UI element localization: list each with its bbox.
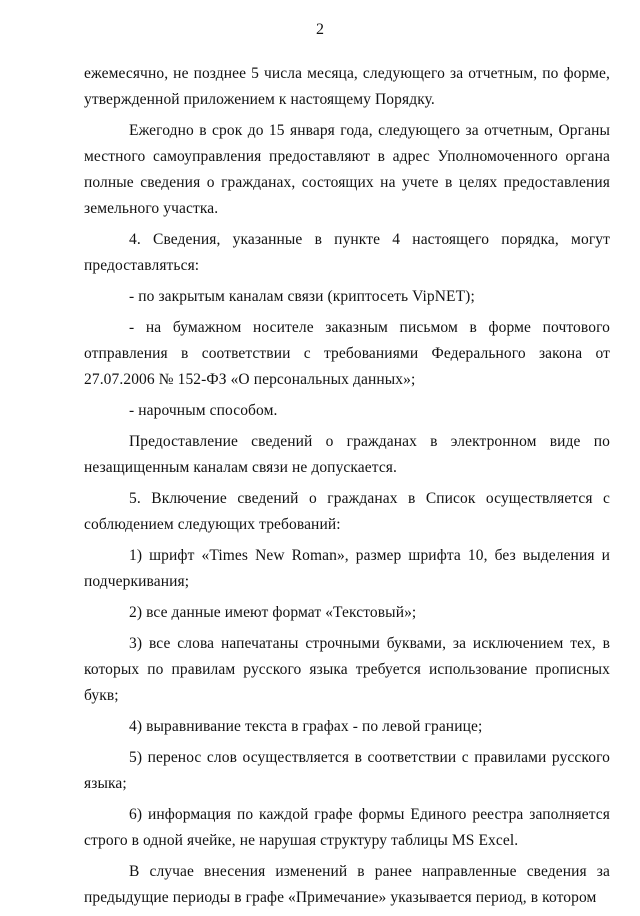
page-number: 2 [316,21,324,38]
requirement-single-cell: 6) информация по каждой графе формы Единого реестра заполняется строго в одной ячейке, не нарушая структуру таблицы MS Excel. [84,806,610,849]
document-body [84,61,610,916]
requirement-font: 1) шрифт «Times New Roman», размер шрифта 10, без выделения и подчеркивания; [84,547,610,590]
paragraph-item-4: 4. Сведения, указанные в пункте 4 настоящего порядка, могут предоставляться: [84,231,610,274]
paragraph-changes: В случае внесения изменений в ранее направленные сведения за предыдущие периоды в графе «Примечание» указывается период, в котором [84,863,610,906]
requirement-format: 2) все данные имеют формат «Текстовый»; [129,604,417,621]
paragraph-continuation: ежемесячно, не позднее 5 числа месяца, следующего за отчетным, по форме, утвержденной приложением к настоящему Порядку. [84,65,610,108]
paragraph-item-5: 5. Включение сведений о гражданах в Список осуществляется с соблюдением следующих требований: [84,490,610,533]
list-item-closed-channels: - по закрытым каналам связи (криптосеть VipNET); [129,288,475,305]
list-item-paper-mail: - на бумажном носителе заказным письмом в форме почтового отправления в соответствии с требованиями Федерального закона от 27.07.2006 № 152-ФЗ «О персональных данных»; [84,319,610,388]
list-item-courier: - нарочным способом. [129,402,278,419]
requirement-hyphenation: 5) перенос слов осуществляется в соответствии с правилами русского языка; [84,749,610,792]
paragraph-unsecured-channels: Предоставление сведений о гражданах в электронном виде по незащищенным каналам связи не допускается. [84,433,610,476]
paragraph-annual-report: Ежегодно в срок до 15 января года, следующего за отчетным, Органы местного самоуправления предоставляют в адрес Уполномоченного органа полные сведения о гражданах, состоящих на учете в целях предоставления земельного участка. [84,122,610,217]
requirement-lowercase: 3) все слова напечатаны строчными буквами, за исключением тех, в которых по правилам русского языка требуется использование прописных букв; [84,635,610,704]
requirement-alignment: 4) выравнивание текста в графах - по левой границе; [129,718,483,735]
